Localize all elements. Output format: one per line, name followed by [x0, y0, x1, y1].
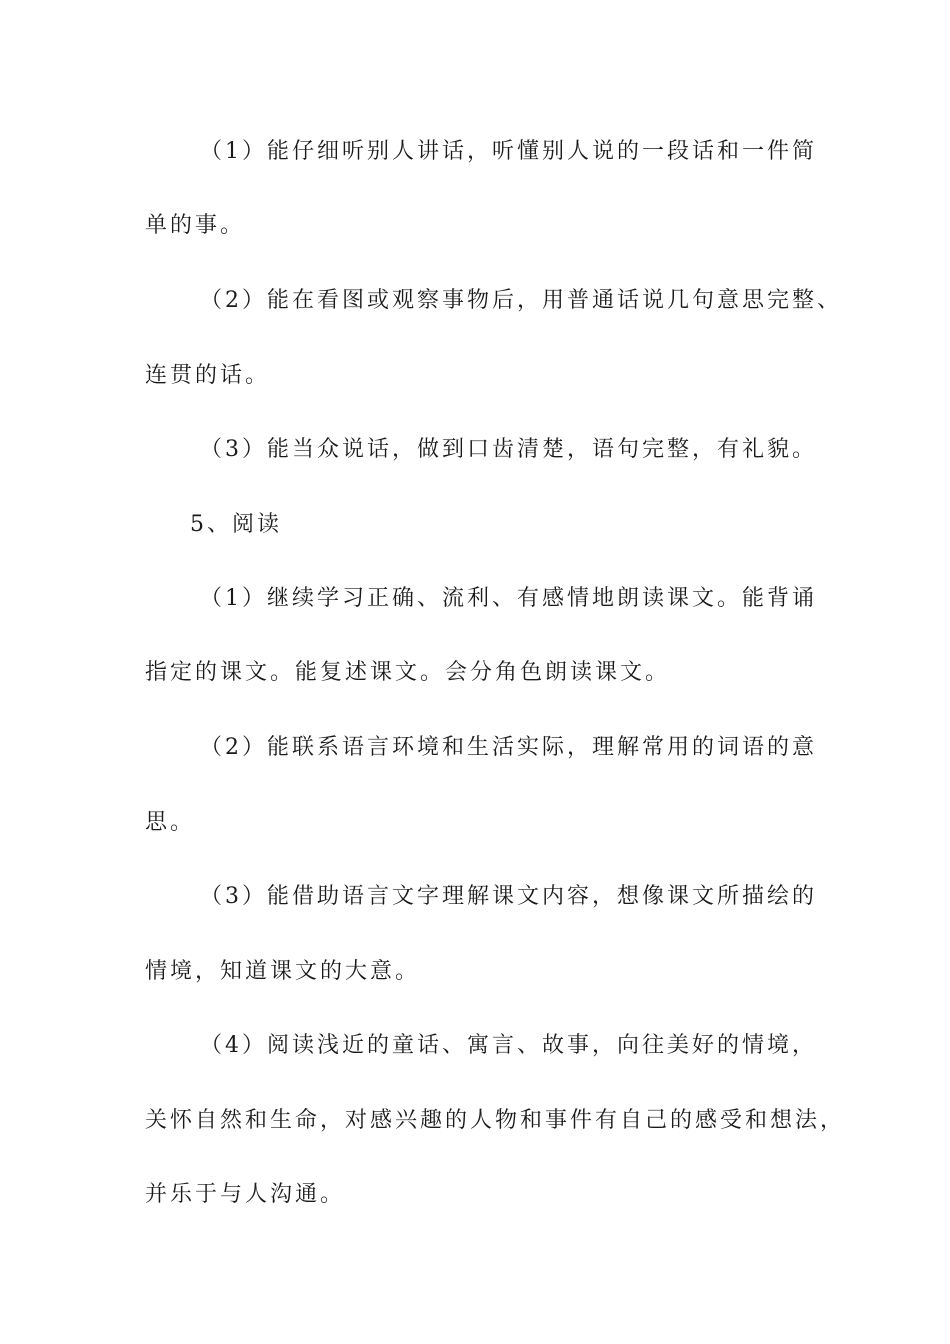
paragraph-line: （3）能借助语言文字理解课文内容，想像课文所描绘的	[200, 884, 817, 909]
paragraph-line: （3）能当众说话，做到口齿清楚，语句完整，有礼貌。	[200, 437, 817, 462]
paragraph-line: （1）能仔细听别人讲话，听懂别人说的一段话和一件简	[200, 139, 817, 164]
paragraph-line: 指定的课文。能复述课文。会分角色朗读课文。	[145, 660, 671, 685]
paragraph-line: （2）能联系语言环境和生活实际，理解常用的词语的意	[200, 735, 817, 760]
paragraph-line: 情境，知道课文的大意。	[145, 959, 421, 984]
paragraph-line: （2）能在看图或观察事物后，用普通话说几句意思完整、	[200, 288, 842, 313]
paragraph-line: 并乐于与人沟通。	[145, 1182, 346, 1207]
paragraph-line: 单的事。	[145, 213, 246, 238]
paragraph-line: （1）继续学习正确、流利、有感情地朗读课文。能背诵	[200, 586, 817, 611]
paragraph-line: 关怀自然和生命，对感兴趣的人物和事件有自己的感受和想法，	[145, 1108, 846, 1133]
section-heading: 5、阅读	[190, 512, 282, 537]
paragraph-line: 连贯的话。	[145, 363, 271, 388]
paragraph-line: （4）阅读浅近的童话、寓言、故事，向往美好的情境，	[200, 1033, 817, 1058]
paragraph-line: 思。	[145, 810, 196, 835]
